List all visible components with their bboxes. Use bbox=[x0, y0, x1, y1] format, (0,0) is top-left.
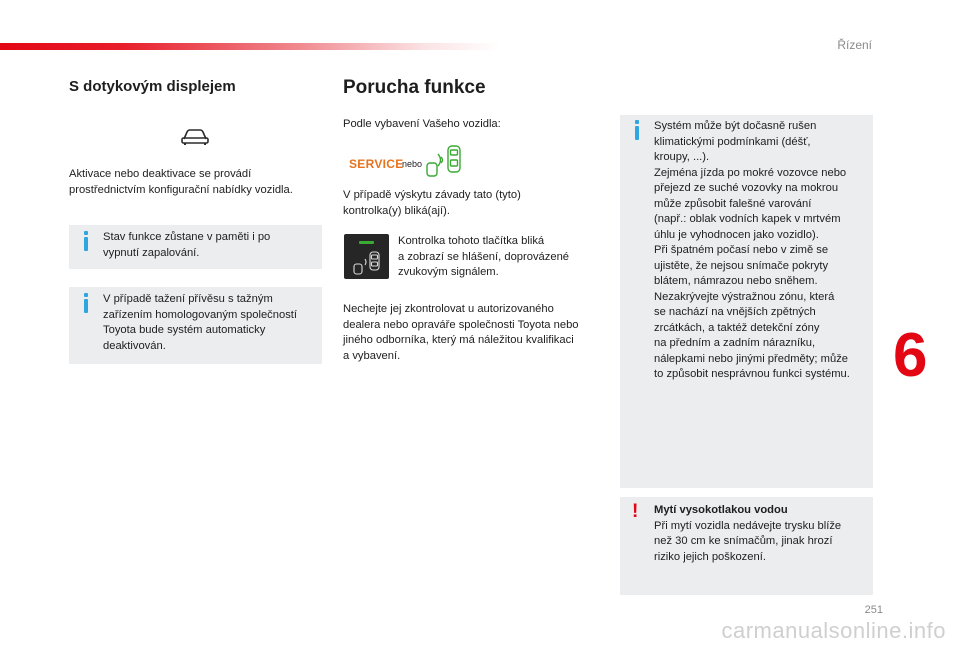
info-icon bbox=[635, 120, 639, 140]
info-memory-text: Stav funkce zůstane v paměti i po vypnutí zapalování. bbox=[103, 231, 271, 259]
fault-text: V případě výskytu závady tato (tyto) kontrolka(y) bliká(ají). bbox=[343, 189, 521, 217]
blind-spot-warning-lamp-icon bbox=[424, 143, 466, 179]
system-button-image bbox=[344, 234, 389, 279]
touchscreen-paragraph: Aktivace nebo deaktivace se provádí prostřednictvím konfigurační nabídky vozidla. bbox=[69, 168, 293, 196]
car-settings-icon bbox=[180, 128, 210, 146]
warning-exclamation-icon: ! bbox=[632, 501, 639, 522]
blind-spot-button-icon bbox=[351, 250, 383, 276]
weather-info-text: Systém může být dočasně rušen klimatickými podmínkami (déšť, kroupy, ...). Zejména jízda po mokré vozovce nebo přejezd ze suché vozovky na mokrou může způsobit falešné varování (např.: oblak vodních kapek v mrtvém úhlu je vyhodnocen jako vozidlo). Při špatném počasí nebo v zimě se ujistěte, že nejsou snímače pokryty blátem, námrazou nebo sněhem. Nezakrývejte výstražnou zónu, která se nachází na vnějších zpětných zrcátkách, a taktéž detekční zóny na předním a zadním nárazníku, nálepkami nebo jinými předměty; může to způsobit nesprávnou funkci systému. bbox=[654, 120, 850, 380]
button-indicator-light bbox=[359, 241, 374, 244]
washing-warning-text: Mytí vysokotlakou vodou Při mytí vozidla nedávejte trysku blíže než 30 cm ke snímačům, jinak hrozí riziko jejich poškození. bbox=[654, 504, 842, 563]
button-text: Kontrolka tohoto tlačítka bliká a zobrazí se hlášení, doprovázené zvukovým signálem. bbox=[398, 235, 570, 278]
touchscreen-heading: S dotykovým displejem bbox=[69, 78, 236, 95]
info-icon bbox=[84, 293, 88, 313]
chapter-title: Řízení bbox=[837, 38, 872, 52]
malfunction-heading: Porucha funkce bbox=[343, 77, 486, 98]
equipment-intro: Podle vybavení Vašeho vozidla: bbox=[343, 118, 501, 130]
dealer-text: Nechejte jej zkontrolovat u autorizovaného dealera nebo opraváře společnosti Toyota nebo jiného odborníka, který má náležitou kvalifikaci a vybavení. bbox=[343, 303, 579, 362]
chapter-number: 6 bbox=[893, 321, 928, 390]
service-warning-label: SERVICE bbox=[349, 157, 404, 171]
watermark: carmanualsonline.info bbox=[721, 618, 946, 643]
info-icon bbox=[84, 231, 88, 251]
info-trailer-text: V případě tažení přívěsu s tažným zařízením homologovaným společností Toyota bude systém automaticky deaktivován. bbox=[103, 293, 298, 352]
or-label: nebo bbox=[402, 159, 423, 169]
header-accent-bar bbox=[0, 43, 500, 50]
page-number: 251 bbox=[864, 604, 883, 616]
